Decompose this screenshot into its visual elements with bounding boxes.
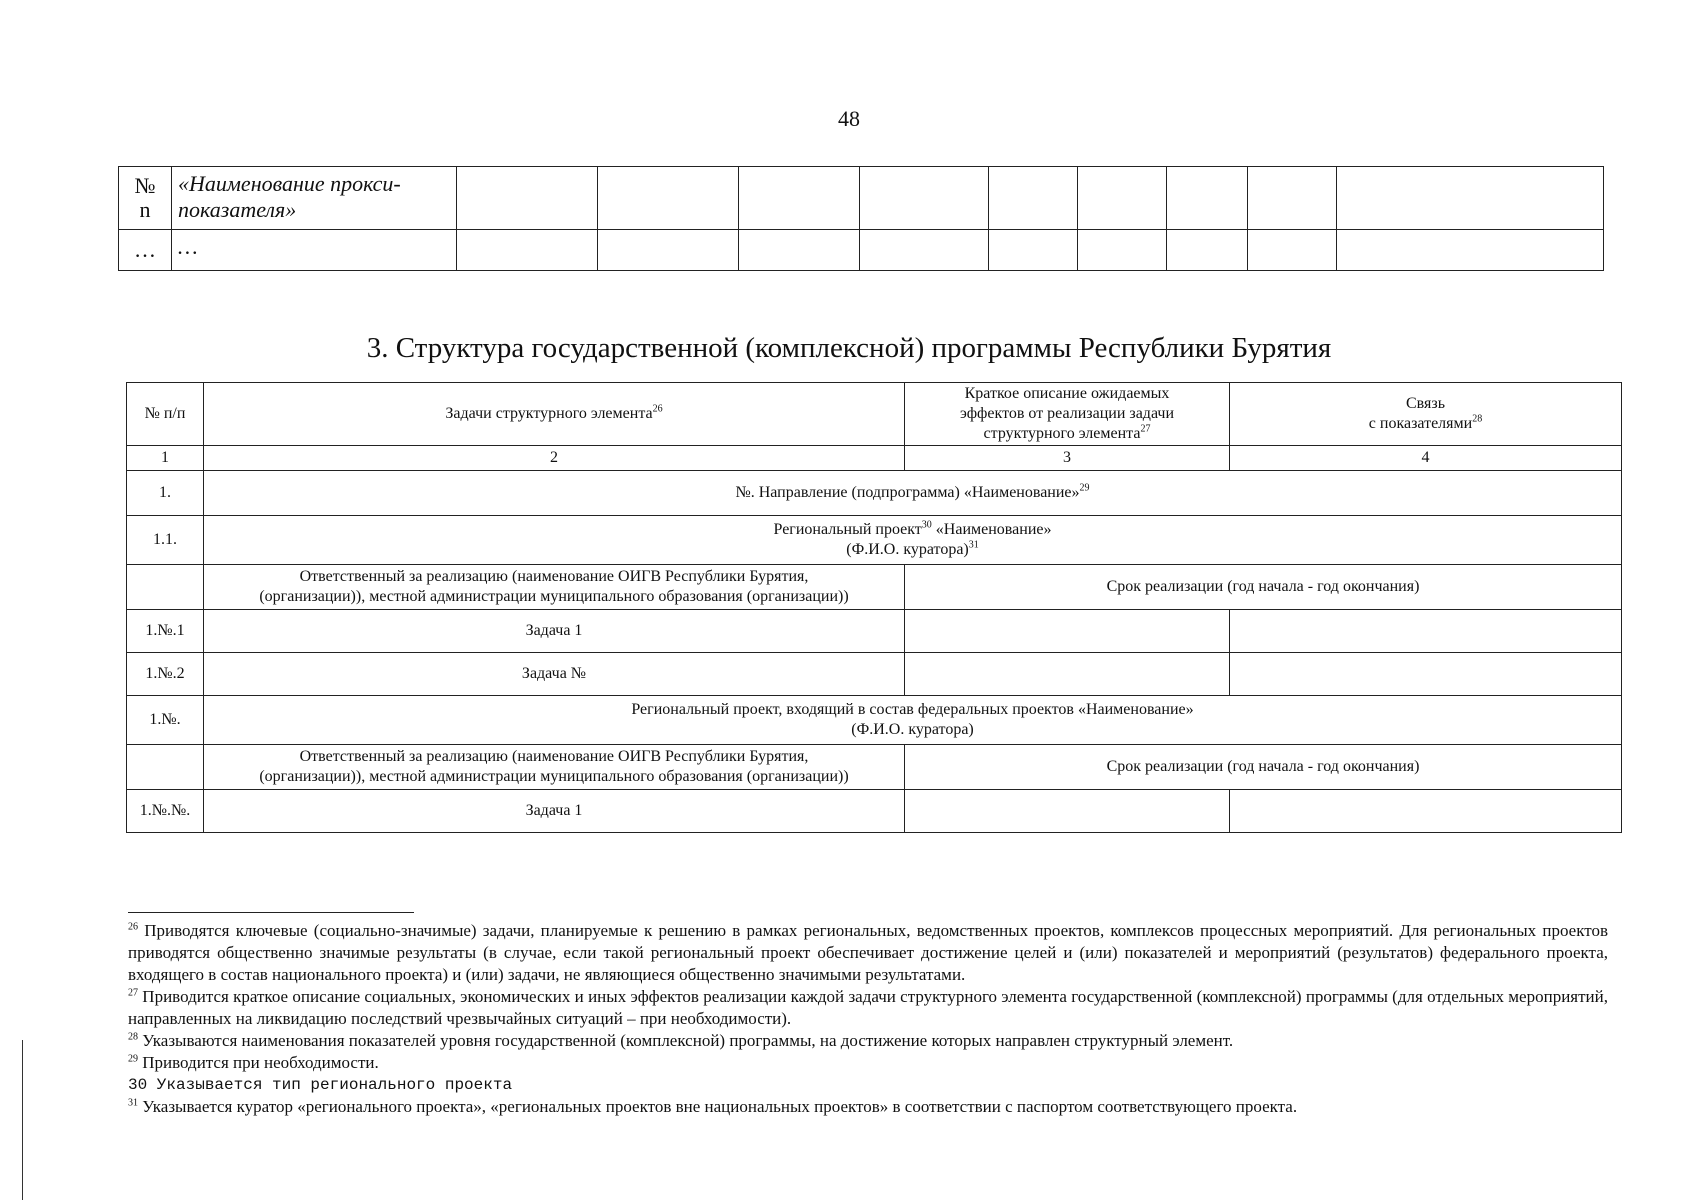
empty-cell: [989, 230, 1078, 271]
table-row: [119, 230, 1604, 271]
empty-cell: [739, 167, 860, 230]
footnote: $^{28}$ Указываются наименования показателей уровня государственной (комплексной) программы, на достижение которых направлен структурный элемент.: [128, 1031, 1234, 1050]
federal-project-row: [127, 696, 1622, 745]
direction-row: [127, 471, 1622, 516]
program-structure-table: [126, 382, 1622, 833]
column-number: 4: [1230, 446, 1622, 471]
responsible-row: [127, 745, 1622, 790]
task-row: [127, 790, 1622, 833]
task-cell: Задача 1: [204, 610, 905, 653]
table-row: [119, 167, 1604, 230]
empty-cell: [905, 610, 1230, 653]
empty-cell: [1248, 230, 1337, 271]
empty-cell: [1167, 230, 1248, 271]
empty-cell: [1337, 167, 1604, 230]
empty-cell: [598, 167, 739, 230]
empty-cell: [598, 230, 739, 271]
empty-cell: [127, 565, 204, 610]
header-link: Связь с показателями$^{28}$: [1230, 383, 1622, 446]
header-num: № п/п: [127, 383, 204, 446]
empty-cell: [905, 653, 1230, 696]
empty-cell: [1078, 230, 1167, 271]
empty-cell: [1078, 167, 1167, 230]
proxy-indicators-table-fragment: [118, 166, 1604, 271]
footnote: 30 Указывается тип регионального проекта: [128, 1076, 513, 1094]
empty-cell: [905, 790, 1230, 833]
task-row: [127, 653, 1622, 696]
row-number-cell: 1.: [127, 471, 204, 516]
footnote: $^{29}$ Приводится при необходимости.: [128, 1053, 379, 1072]
footnote: $^{27}$ Приводится краткое описание социальных, экономических и иных эффектов реализации каждой задачи структурного элемента государственной (комплексной) программы (для отдельных мероприятий, направленных на ликвидацию последствий чрезвычайных ситуаций – при необходимости).: [128, 987, 1608, 1028]
empty-cell: [860, 230, 989, 271]
empty-cell: [457, 230, 598, 271]
direction-cell: №. Направление (подпрограмма) «Наименование»$^{29}$: [204, 471, 1622, 516]
federal-project-cell: Региональный проект, входящий в состав федеральных проектов «Наименование» (Ф.И.О. куратора): [204, 696, 1622, 745]
task-cell: Задача 1: [204, 790, 905, 833]
header-effects: Краткое описание ожидаемых эффектов от реализации задачи структурного элемента$^{27}$: [905, 383, 1230, 446]
footnotes: [128, 920, 1608, 1118]
column-number: 3: [905, 446, 1230, 471]
row-number-cell: 1.№.№.: [127, 790, 204, 833]
footnote: $^{26}$ Приводятся ключевые (социально-значимые) задачи, планируемые к решению в рамках региональных, ведомственных проектов, комплексов процессных мероприятий. Для региональных проектов приводятся общественно значимые результаты (в случае, если такой региональный проект обеспечивает достижение целей и (или) показателей и мероприятий (результатов) федерального проекта, входящего в состав национального проекта) и (или) задачи, не являющиеся общественно значимыми результатами.: [128, 921, 1608, 984]
empty-cell: [989, 167, 1078, 230]
empty-cell: [860, 167, 989, 230]
term-cell: Срок реализации (год начала - год окончания): [905, 565, 1622, 610]
proxy-indicator-name-cell: …: [172, 230, 457, 271]
term-cell: Срок реализации (год начала - год окончания): [905, 745, 1622, 790]
scan-margin-line: [22, 1040, 23, 1200]
empty-cell: [457, 167, 598, 230]
empty-cell: [1230, 653, 1622, 696]
task-cell: Задача №: [204, 653, 905, 696]
row-number-cell: 1.№.1: [127, 610, 204, 653]
header-row: [127, 383, 1622, 446]
regional-project-row: [127, 516, 1622, 565]
page-number: 48: [838, 106, 860, 131]
row-number-cell: 1.№.2: [127, 653, 204, 696]
empty-cell: [1230, 790, 1622, 833]
header-tasks: Задачи структурного элемента$^{26}$: [204, 383, 905, 446]
column-numbers-row: [127, 446, 1622, 471]
responsible-cell: Ответственный за реализацию (наименование ОИГВ Республики Бурятия, (организации)), местной администрации муниципального образования (организации)): [204, 745, 905, 790]
task-row: [127, 610, 1622, 653]
empty-cell: [1248, 167, 1337, 230]
empty-cell: [1167, 167, 1248, 230]
row-number-cell: 1.№.: [127, 696, 204, 745]
column-number: 1: [127, 446, 204, 471]
footnote: $^{31}$ Указывается куратор «регионального проекта», «региональных проектов вне национальных проектов» в соответствии с паспортом соответствующего проекта.: [128, 1097, 1298, 1116]
empty-cell: [1230, 610, 1622, 653]
empty-cell: [127, 745, 204, 790]
responsible-cell: Ответственный за реализацию (наименование ОИГВ Республики Бурятия, (организации)), местной администрации муниципального образования (организации)): [204, 565, 905, 610]
responsible-row: [127, 565, 1622, 610]
empty-cell: [1337, 230, 1604, 271]
empty-cell: [739, 230, 860, 271]
row-number-cell: …: [119, 230, 172, 271]
proxy-indicator-name-cell: «Наименование прокси- показателя»: [172, 167, 457, 230]
regional-project-cell: Региональный проект$^{30}$ «Наименование» (Ф.И.О. куратора)$^{31}$: [204, 516, 1622, 565]
row-number-cell: 1.1.: [127, 516, 204, 565]
row-number-cell: № n: [119, 167, 172, 230]
column-number: 2: [204, 446, 905, 471]
footnote-divider: [128, 912, 414, 913]
section-title: 3. Структура государственной (комплексной) программы Республики Бурятия: [366, 332, 1332, 364]
